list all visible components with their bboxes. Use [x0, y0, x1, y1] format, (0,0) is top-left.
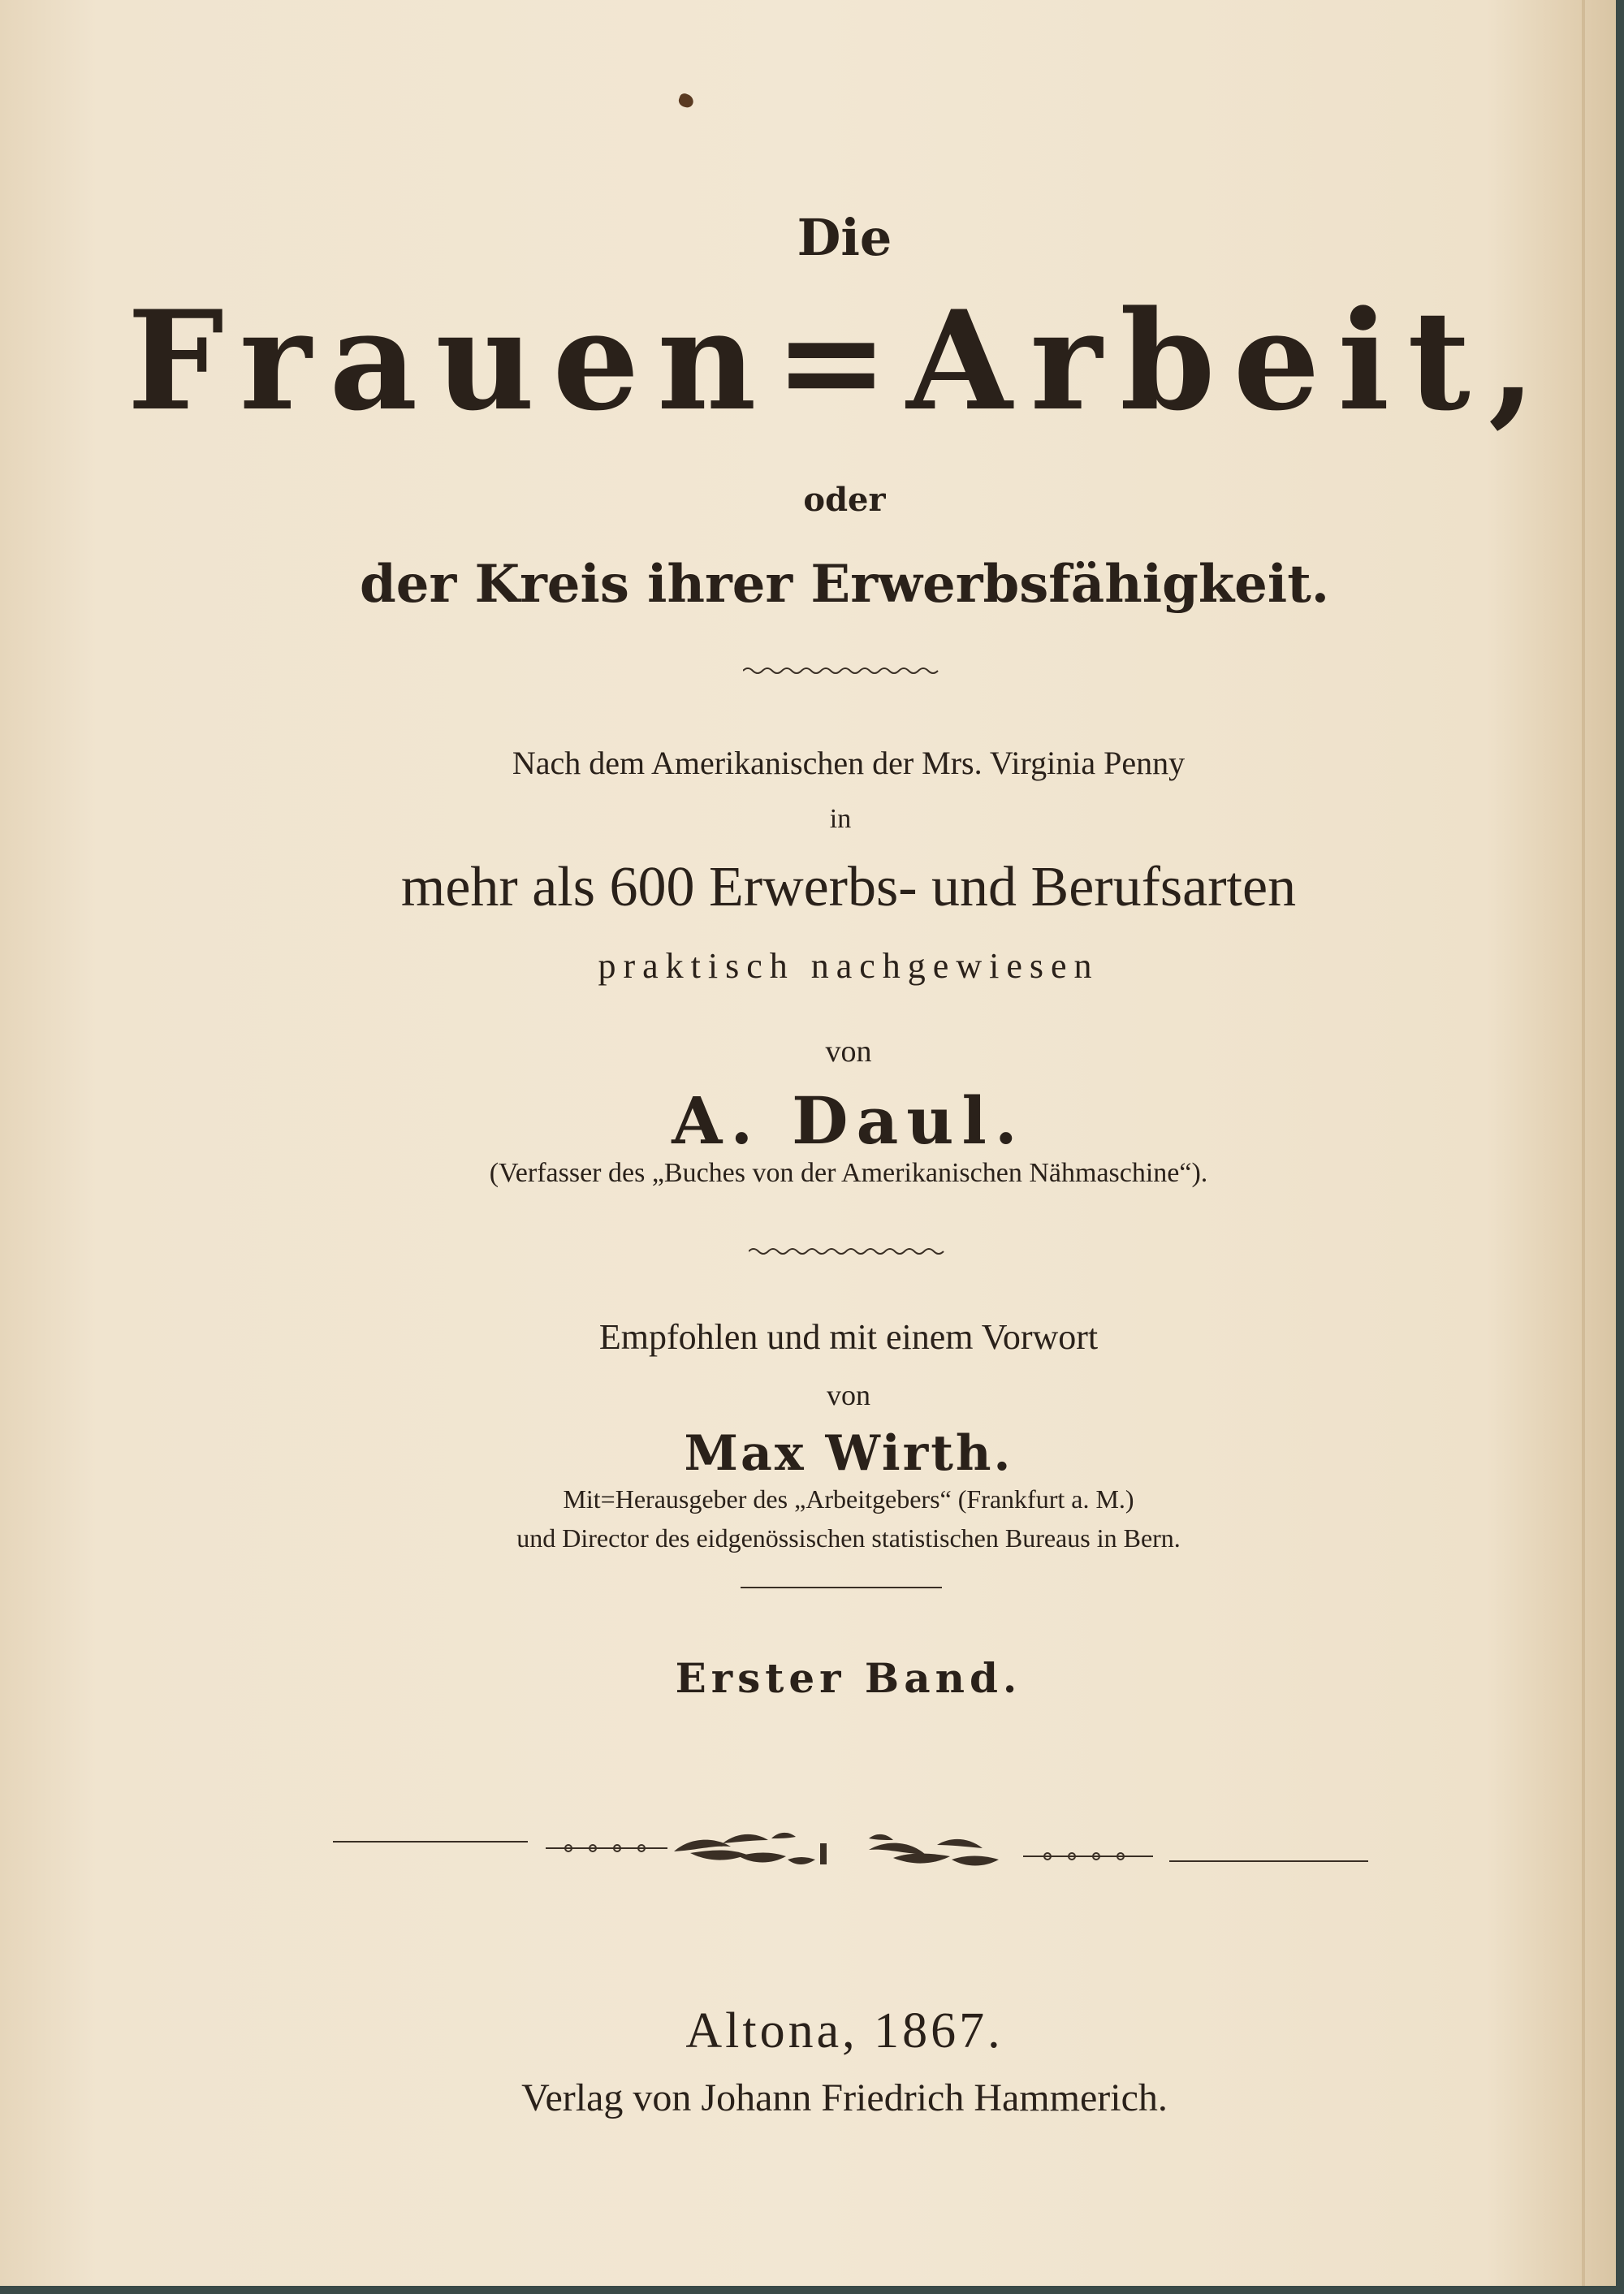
wavy-rule-middle: [749, 1245, 952, 1258]
title-article: Die: [797, 208, 892, 267]
editor-role-1: Mit=Herausgeber des „Arbeitgebers“ (Frankfurt a. M.): [563, 1484, 1134, 1514]
place-and-year: Altona, 1867.: [685, 2003, 1004, 2059]
by-label: von: [825, 1035, 872, 1069]
editor-name: Max Wirth.: [684, 1425, 1013, 1482]
plain-rule: [741, 1587, 942, 1588]
recommendation-line: Empfohlen und mit einem Vorwort: [598, 1317, 1099, 1357]
practical-line: praktisch nachgewiesen: [598, 946, 1099, 986]
occupations-line: mehr als 600 Erwerbs- und Berufsarten: [400, 856, 1297, 918]
subtitle: der Kreis ihrer Erwerbsfähigkeit.: [359, 554, 1330, 615]
title-conjunction: oder: [803, 481, 886, 519]
ornament-divider: [333, 1827, 1372, 1876]
source-line: Nach dem Amerikanischen der Mrs. Virginia Penny: [512, 745, 1186, 781]
volume-label: Erster Band.: [675, 1654, 1022, 1702]
ink-spot: [677, 92, 695, 109]
by-label-2: von: [827, 1379, 870, 1411]
publisher-line: Verlag von Johann Friedrich Hammerich.: [521, 2076, 1168, 2119]
source-in: in: [829, 804, 852, 834]
author-name: A. Daul.: [672, 1082, 1026, 1159]
main-title: Frauen=Arbeit,: [127, 280, 1554, 441]
editor-role-2: und Director des eidgenössischen statistischen Bureaus in Bern.: [516, 1523, 1181, 1553]
wavy-rule-top: [743, 664, 946, 677]
author-note: (Verfasser des „Buches von der Amerikanischen Nähmaschine“).: [489, 1158, 1208, 1188]
